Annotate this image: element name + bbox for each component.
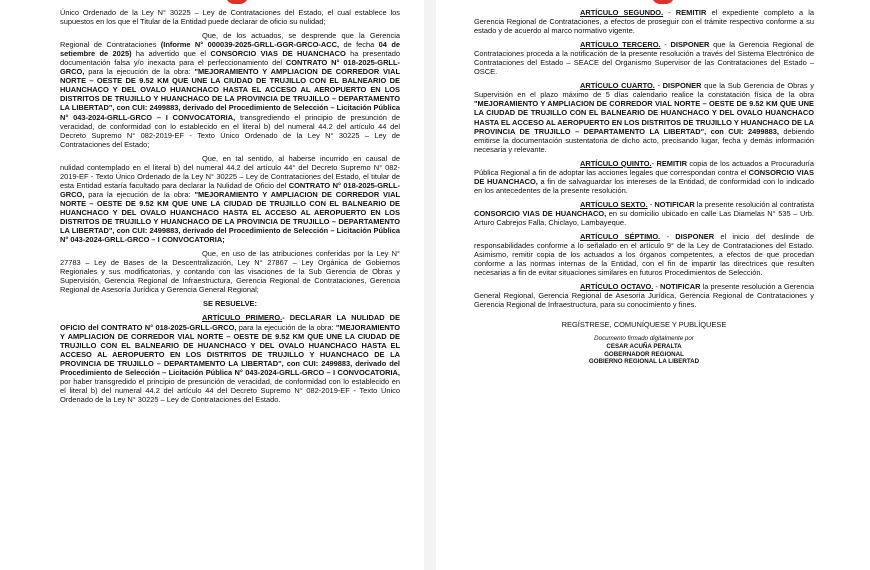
signatory-entity: GOBIERNO REGIONAL LA LIBERTAD [588,358,700,366]
page-gutter [424,0,436,570]
articulo-octavo: ARTÍCULO OCTAVO. - NOTIFICAR la presente resolución a Gerencia General Regional, Gerencia Regional de Asesoría Jurídica, Gerencia Regional de Contrataciones y Gerencia Regional de Infraestructura, para su conocimiento y fines. [474,282,815,310]
signatory-title: GOBERNADOR REGIONAL [604,350,684,358]
articulo-quinto: ARTÍCULO QUINTO.- REMITIR copia de los actuados a Procuraduría Pública Regional a fin de adoptar las acciones legales que correspondan contra el CONSORCIO VIAS DE HUANCHACO, a fin de salvaguardar los intereses de la Entidad, de conformidad con lo indicado en los antecedentes de la presente resolución. [474,158,815,195]
right-text-column [474,8,814,366]
left-page [0,0,424,570]
articulo-segundo: ARTÍCULO SEGUNDO. - REMITIR el expediente completo a la Gerencia Regional de Contrataciones, a efectos de proseguir con el trámite respectivo conforme a su estado y de acuerdo al marco normativo vigente. [474,8,814,36]
red-logo-mark [226,0,248,4]
red-logo-mark [652,0,674,4]
left-text-column [60,8,400,404]
articulo-tercero: ARTÍCULO TERCERO. - DISPONER que la Gerencia Regional de Contrataciones proceda a la notificación de la presente resolución a través del Sistema Electrónico de Contrataciones del Estado – SEACE del Organismo Supervisor de las Contrataciones del Estado – OSCE. [474,40,814,77]
intro-paragraph: Único Ordenado de la Ley N° 30225 – Ley de Contrataciones del Estado, el cual establece los supuestos en los que el Titular de la Entidad puede declarar de oficio su nulidad; [60,8,400,27]
informe-paragraph: Que, de los actuados, se desprende que la Gerencia Regional de Contrataciones (Informe N° 000039-2025-GRLL-GGR-GRCO-ACC, de fecha 04 de setiembre de 2025) ha advertido que el CONSORCIO VIAS DE HUANCHACO ha presentado documentación falsa y/o inexacta para el perfeccionamiento del CONTRATO N° 018-2025-GRLL-GRCO, para la ejecución de la obra: "MEJORAMIENTO Y AMPLIACION DE CORREDOR VIAL NORTE – OESTE DE 9.52 KM QUE UNE LA CIUDAD DE TRUJILLO CON EL BALNEARIO DE HUANCHACO Y DEL OVALO HUANCHACO HASTA EL ACCESO AL AEROPUERTO EN LOS DISTRITOS DE TRUJILLO Y HUANCHACO DE LA PROVINCIA DE TRUJILLO – DEPARTAMENTO LA LIBERTAD", con CUI: 2499883, derivado del Procedimiento de Selección – Licitación Pública N° 043-2024-GRLL-GRCO – I CONVOCATORIA, transgrediendo el principio de presunción de veracidad, de conformidad con lo establecido en el literal b) del numeral 44.2 del artículo 44 del Decreto Supremo N° 082-2019-EF - Texto Único Ordenado de la Ley N° 30225 – Ley de Contrataciones del Estado; [60,31,401,149]
signatory-name: CESAR ACUÑA PERALTA [606,343,682,351]
right-page [436,0,870,570]
articulo-sexto: ARTÍCULO SEXTO. - NOTIFICAR la presente resolución al contratista CONSORCIO VIAS DE HUANCHACO, en su domicilio ubicado en calle Las Diamelas N° 535 – Urb. Arturo Cabrejos Falla, Chiclayo, Lambayeque. [474,199,814,227]
atribuciones-paragraph: Que, en uso de las atribuciones conferidas por la Ley N° 27783 – Ley de Bases de la Descentralización, Ley N° 27867 – Ley Orgánica de Gobiernos Regionales y sus modificatorias, y contando con las visaciones de la Sub Gerencia de Obras y Supervisión, Gerencia Regional de Infraestructura, Gerencia Regional de Contrataciones, Gerencia Regional de Asesoría Jurídica y Gerencia General Regional; [60,249,400,295]
nulidad-paragraph: Que, en tal sentido, al haberse incurrido en causal de nulidad contemplado en el literal b) del numeral 44.2 del artículo 44° del Decreto Supremo N° 082-2019-EF - Texto Único Ordenado de la Ley N° 30225 – Ley de Contrataciones del Estado, el titular de esta Entidad estaría facultado para declarar la Nulidad de Oficio del CONTRATO N° 018-2025-GRLL-GRCO, para la ejecución de la obra: "MEJORAMIENTO Y AMPLIACION DE CORREDOR VIAL NORTE – OESTE DE 9.52 KM QUE UNE LA CIUDAD DE TRUJILLO CON EL BALNEARIO DE HUANCHACO Y DEL OVALO HUANCHACO HASTA EL ACCESO AL AEROPUERTO EN LOS DISTRITOS DE TRUJILLO Y HUANCHACO DE LA PROVINCIA DE TRUJILLO – DEPARTAMENTO LA LIBERTAD", con CUI: 2499883, derivado del Procedimiento de Selección – Licitación Pública N° 043-2024-GRLL-GRCO – I CONVOCATORIA; [60,153,400,245]
articulo-septimo: ARTÍCULO SÉPTIMO. - DISPONER el inicio del deslinde de responsabilidades conforme a lo señalado en el artículo 9° de la Ley de Contrataciones del Estado. Asimismo, remitir copia de los actuados a los órganos competentes, a efectos de que procedan conforme a las normas internas de la Entidad, con el fin de impartir las directrices que resulten necesarias a fin de evitar situaciones similares en futuros Procedimientos de Selección. [474,232,814,278]
se-resuelve-heading: SE RESUELVE: [202,299,257,309]
articulo-primero: ARTÍCULO PRIMERO.- DECLARAR LA NULIDAD DE OFICIO del CONTRATO N° 018-2025-GRLL-GRCO, para la ejecución de la obra: "MEJORAMIENTO Y AMPLIACION DE CORREDOR VIAL NORTE – OESTE DE 9.52 KM QUE UNE LA CIUDAD DE TRUJILLO CON EL BALNEARIO DE HUANCHACO Y DEL OVALO HUANCHACO HASTA EL ACCESO AL AEROPUERTO EN LOS DISTRITOS DE TRUJILLO Y HUANCHACO DE LA PROVINCIA DE TRUJILLO – DEPARTAMENTO LA LIBERTAD", con CUI: 2499883, derivado del Procedimiento de Selección – Licitación Pública N° 043-2024-GRLL-GRCO – I CONVOCATORIA, por haber transgredido el principio de presunción de veracidad, de conformidad con lo establecido en el literal b) del numeral 44.2 del artículo 44 del Decreto Supremo N° 082-2019-EF - Texto Único Ordenado de la Ley N° 30225 – Ley de Contrataciones del Estado. [60,313,400,404]
signature-caption: Documento firmado digitalmente por [594,335,694,343]
articulo-cuarto: ARTÍCULO CUARTO. - DISPONER que la Sub Gerencia de Obras y Supervisión en el plazo máximo de 5 días calendario realice la constatación física de la obra "MEJORAMIENTO Y AMPLIACION DE CORREDOR VIAL NORTE – OESTE DE 9.52 KM QUE UNE LA CIUDAD DE TRUJILLO CON EL BALNEARIO DE HUANCHACO Y DEL OVALO HUANCHACO HASTA EL ACCESO AL AEROPUERTO EN LOS DISTRITOS DE TRUJILLO Y HUANCHACO DE LA PROVINCIA DE TRUJILLO – DEPARTAMENTO LA LIBERTAD", con CUI: 2499883, debiendo emitirse la documentación sustentatoria de dicho acto, precisando lugar, fecha y demás información necesaria y relevante. [474,81,815,154]
closing-formula: REGÍSTRESE, COMUNÍQUESE Y PUBLÍQUESE [561,320,727,330]
digital-signature-block [474,335,814,365]
